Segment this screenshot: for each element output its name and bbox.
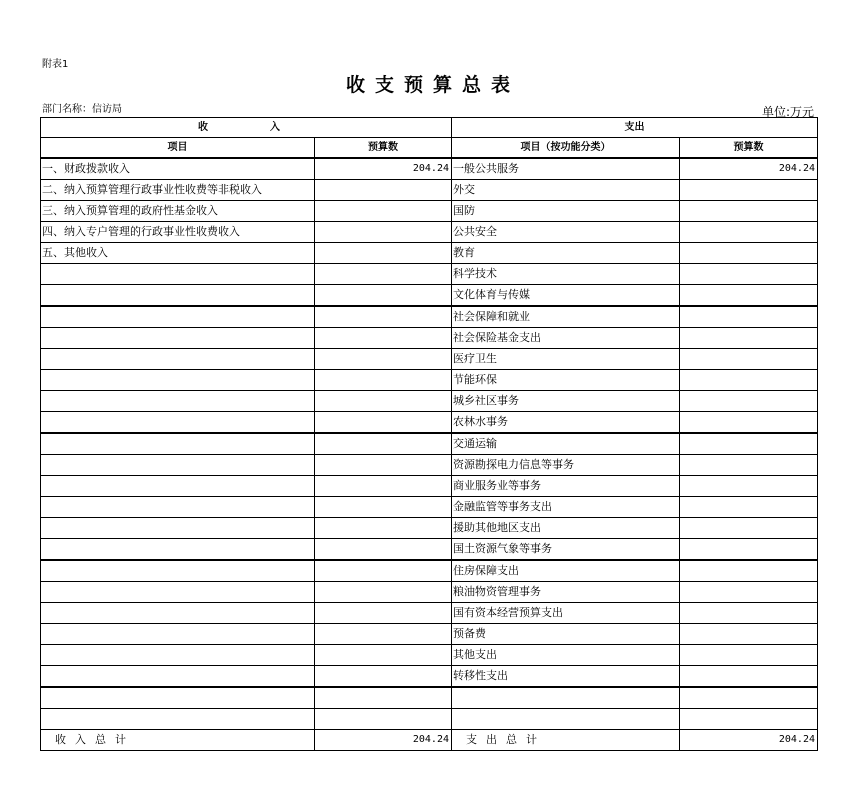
table-row xyxy=(41,476,818,497)
expense-item-cell: 住房保障支出 xyxy=(452,560,680,582)
expense-amount-cell xyxy=(680,582,818,603)
income-item-cell xyxy=(41,328,315,349)
income-item-cell xyxy=(41,603,315,624)
table-row xyxy=(41,391,818,412)
expense-amount-cell xyxy=(680,455,818,476)
income-total-label: 收入总计 xyxy=(41,730,315,751)
table-row xyxy=(41,582,818,603)
table-row xyxy=(41,497,818,518)
expense-item-cell: 教育 xyxy=(452,243,680,264)
expense-item-cell: 医疗卫生 xyxy=(452,349,680,370)
table-row xyxy=(41,306,818,328)
department-name: 部门名称：信访局 xyxy=(42,104,122,115)
expense-item-cell: 国土资源气象等事务 xyxy=(452,539,680,561)
income-item-cell xyxy=(41,645,315,666)
expense-item-cell: 一般公共服务 xyxy=(452,158,680,180)
income-item-cell xyxy=(41,687,315,709)
expense-item-cell: 国防 xyxy=(452,201,680,222)
income-amount-cell xyxy=(315,285,452,307)
income-amount-cell xyxy=(315,687,452,709)
income-item-cell xyxy=(41,391,315,412)
table-row xyxy=(41,560,818,582)
expense-item-cell: 交通运输 xyxy=(452,433,680,455)
expense-amount-cell xyxy=(680,666,818,688)
income-amount-cell xyxy=(315,243,452,264)
income-item-cell: 五、其他收入 xyxy=(41,243,315,264)
income-item-cell xyxy=(41,539,315,561)
expense-item-cell: 国有资本经营预算支出 xyxy=(452,603,680,624)
expense-amount-cell xyxy=(680,306,818,328)
income-amount-cell xyxy=(315,582,452,603)
income-amount-cell xyxy=(315,349,452,370)
table-row xyxy=(41,645,818,666)
expense-amount-cell xyxy=(680,624,818,645)
page-title: 收支预算总表 xyxy=(345,74,520,96)
table-row xyxy=(41,603,818,624)
expense-item-cell: 粮油物资管理事务 xyxy=(452,582,680,603)
table-row xyxy=(41,433,818,455)
expense-item-cell: 节能环保 xyxy=(452,370,680,391)
income-item-cell xyxy=(41,370,315,391)
expense-amount-cell xyxy=(680,201,818,222)
expense-item-cell: 资源勘探电力信息等事务 xyxy=(452,455,680,476)
income-item-cell xyxy=(41,433,315,455)
income-amount-cell xyxy=(315,603,452,624)
header-row-super xyxy=(41,118,818,138)
expense-amount-cell xyxy=(680,370,818,391)
income-item-cell: 四、纳入专户管理的行政事业性收费收入 xyxy=(41,222,315,243)
income-amount-cell xyxy=(315,264,452,285)
expense-amount-cell xyxy=(680,222,818,243)
income-item-cell: 三、纳入预算管理的政府性基金收入 xyxy=(41,201,315,222)
income-amount-cell xyxy=(315,645,452,666)
income-item-cell: 一、财政拨款收入 xyxy=(41,158,315,180)
expense-item-cell xyxy=(452,687,680,709)
income-total-amount: 204.24 xyxy=(315,730,452,751)
income-item-cell xyxy=(41,349,315,370)
income-amount-cell xyxy=(315,624,452,645)
table-row xyxy=(41,243,818,264)
expense-amount-cell xyxy=(680,518,818,539)
income-header: 收 入 xyxy=(41,118,452,138)
table-row xyxy=(41,201,818,222)
income-amount-cell xyxy=(315,709,452,730)
expense-amount-cell xyxy=(680,560,818,582)
income-amount-cell xyxy=(315,306,452,328)
income-item-cell xyxy=(41,709,315,730)
income-item-cell xyxy=(41,518,315,539)
expense-amount-cell xyxy=(680,603,818,624)
table-row xyxy=(41,222,818,243)
table-row xyxy=(41,687,818,709)
expense-amount-cell xyxy=(680,539,818,561)
totals-row xyxy=(41,730,818,751)
expense-amount-cell xyxy=(680,709,818,730)
expense-item-header: 项目（按功能分类） xyxy=(452,138,680,159)
income-item-header: 项目 xyxy=(41,138,315,159)
expense-amount-cell xyxy=(680,328,818,349)
annex-label: 附表1 xyxy=(42,59,69,70)
expense-amount-cell xyxy=(680,180,818,201)
expense-amount-cell xyxy=(680,264,818,285)
table-row xyxy=(41,180,818,201)
expense-header: 支出 xyxy=(452,118,818,138)
expense-amount-cell: 204.24 xyxy=(680,158,818,180)
income-item-cell xyxy=(41,264,315,285)
income-amount-cell xyxy=(315,201,452,222)
income-item-cell xyxy=(41,666,315,688)
table-row xyxy=(41,518,818,539)
expense-item-cell: 商业服务业等事务 xyxy=(452,476,680,497)
expense-amount-cell xyxy=(680,645,818,666)
table-row xyxy=(41,349,818,370)
table-row xyxy=(41,264,818,285)
expense-amount-cell xyxy=(680,412,818,434)
income-amount-cell xyxy=(315,433,452,455)
income-item-cell xyxy=(41,560,315,582)
income-item-cell xyxy=(41,497,315,518)
income-amount-cell xyxy=(315,539,452,561)
income-amount-cell xyxy=(315,328,452,349)
expense-amount-cell xyxy=(680,476,818,497)
unit-label: 单位:万元 xyxy=(762,105,815,119)
income-amount-cell xyxy=(315,560,452,582)
expense-item-cell: 城乡社区事务 xyxy=(452,391,680,412)
expense-item-cell: 预备费 xyxy=(452,624,680,645)
income-item-cell xyxy=(41,412,315,434)
expense-amount-cell xyxy=(680,285,818,307)
table-row xyxy=(41,285,818,307)
table-row xyxy=(41,624,818,645)
expense-item-cell: 科学技术 xyxy=(452,264,680,285)
income-amount-cell xyxy=(315,391,452,412)
budget-summary-table xyxy=(40,117,818,751)
expense-amount-cell xyxy=(680,687,818,709)
expense-item-cell: 援助其他地区支出 xyxy=(452,518,680,539)
income-amount-cell xyxy=(315,180,452,201)
table-row xyxy=(41,158,818,180)
expense-item-cell: 转移性支出 xyxy=(452,666,680,688)
income-budget-header: 预算数 xyxy=(315,138,452,159)
income-item-cell xyxy=(41,285,315,307)
expense-amount-cell xyxy=(680,243,818,264)
expense-item-cell: 公共安全 xyxy=(452,222,680,243)
expense-item-cell xyxy=(452,709,680,730)
income-item-cell xyxy=(41,582,315,603)
header-row-columns xyxy=(41,138,818,159)
table-row xyxy=(41,455,818,476)
table-row xyxy=(41,412,818,434)
table-row xyxy=(41,328,818,349)
income-item-cell xyxy=(41,624,315,645)
income-item-cell xyxy=(41,476,315,497)
income-amount-cell xyxy=(315,497,452,518)
expense-item-cell: 其他支出 xyxy=(452,645,680,666)
table-row xyxy=(41,539,818,561)
expense-item-cell: 社会保险基金支出 xyxy=(452,328,680,349)
expense-amount-cell xyxy=(680,391,818,412)
income-item-cell: 二、纳入预算管理行政事业性收费等非税收入 xyxy=(41,180,315,201)
income-amount-cell xyxy=(315,518,452,539)
expense-item-cell: 社会保障和就业 xyxy=(452,306,680,328)
income-amount-cell xyxy=(315,222,452,243)
expense-total-amount: 204.24 xyxy=(680,730,818,751)
expense-item-cell: 农林水事务 xyxy=(452,412,680,434)
income-amount-cell xyxy=(315,476,452,497)
expense-item-cell: 外交 xyxy=(452,180,680,201)
income-item-cell xyxy=(41,455,315,476)
expense-amount-cell xyxy=(680,433,818,455)
income-item-cell xyxy=(41,306,315,328)
income-amount-cell xyxy=(315,412,452,434)
income-amount-cell xyxy=(315,370,452,391)
expense-budget-header: 预算数 xyxy=(680,138,818,159)
expense-amount-cell xyxy=(680,497,818,518)
expense-total-label: 支出总计 xyxy=(452,730,680,751)
income-amount-cell xyxy=(315,666,452,688)
income-amount-cell xyxy=(315,455,452,476)
income-amount-cell: 204.24 xyxy=(315,158,452,180)
expense-item-cell: 金融监管等事务支出 xyxy=(452,497,680,518)
table-row xyxy=(41,709,818,730)
expense-amount-cell xyxy=(680,349,818,370)
table-row xyxy=(41,370,818,391)
expense-item-cell: 文化体育与传媒 xyxy=(452,285,680,307)
table-row xyxy=(41,666,818,688)
